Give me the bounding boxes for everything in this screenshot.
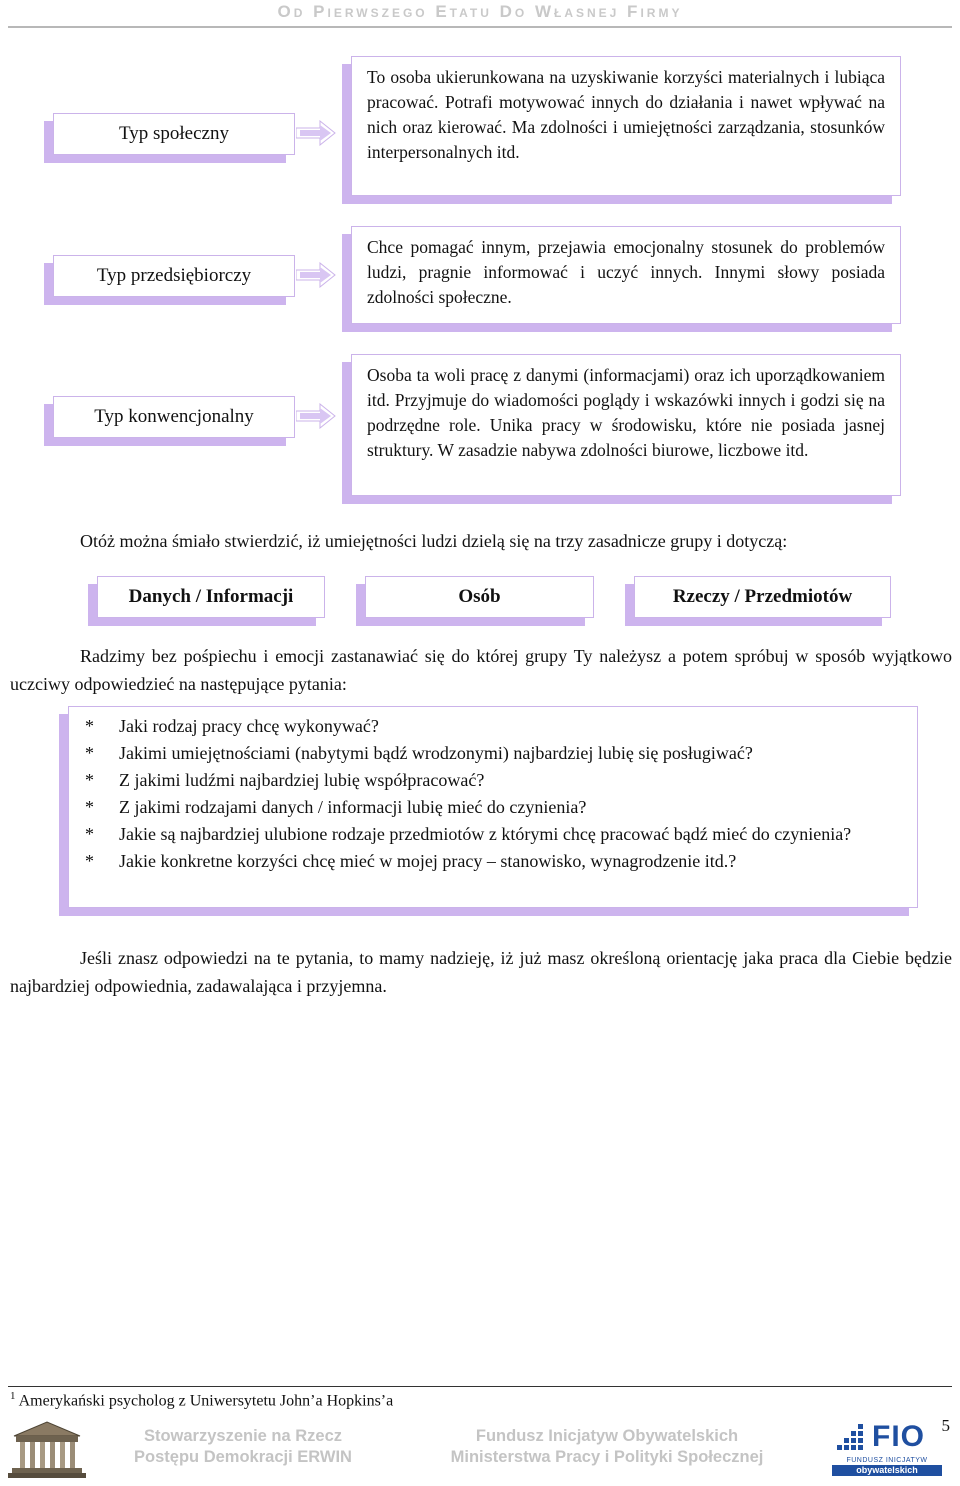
type-description-text: Osoba ta woli pracę z danymi (informacjami) oraz ich uporządkowaniem itd. Przyjmuje do wiadomości poglądy i wskazówki innych i godzi się na podrzędne role. Unika pracy w środowisku, które nie posiada jasnej struktury. W zasadzie nabywa zdolności biurowe, liczbowe itd.	[367, 365, 885, 460]
bullet-asterisk: *	[85, 770, 94, 790]
type-label-conventional: Typ konwencjonalny	[53, 396, 295, 438]
question-item	[85, 713, 905, 740]
question-text: Jakimi umiejętnościami (nabytymi bądź wrodzonymi) najbardziej lubię się posługiwać?	[119, 743, 753, 763]
group-box-people: Osób	[365, 576, 594, 618]
type-description-text: Chce pomagać innym, przejawia emocjonalny stosunek do problemów ludzi, pragnie informować i uczyć innych. Innymi słowy posiada zdolności społeczne.	[367, 237, 885, 307]
bullet-asterisk: *	[85, 743, 94, 763]
type-description-social	[351, 56, 901, 196]
question-item	[85, 848, 905, 875]
intro-paragraph: Otóż można śmiało stwierdzić, iż umiejętności ludzi dzielą się na trzy zasadnicze grupy i dotyczą:	[80, 531, 788, 551]
footer-org-right	[432, 1426, 782, 1468]
question-item	[85, 767, 905, 794]
advice-paragraph: Radzimy bez pośpiechu i emocji zastanawiać się do której grupy Ty należysz a potem spróbuj w sposób wyjątkowo uczciwy odpowiedzieć na następujące pytania:	[10, 646, 952, 694]
questions-box	[68, 706, 918, 908]
question-item	[85, 740, 905, 767]
arrow-right-icon	[296, 403, 336, 429]
footer-org-left	[112, 1426, 374, 1468]
footnote-text: Amerykański psycholog z Uniwersytetu John’a Hopkins’a	[18, 1392, 394, 1410]
footer-org-left-line2: Postępu Demokracji ERWIN	[134, 1448, 352, 1466]
bullet-asterisk: *	[85, 716, 94, 736]
question-text: Jakie konkretne korzyści chcę mieć w mojej pracy – stanowisko, wynagrodzenie itd.?	[119, 851, 737, 871]
fio-dots-icon	[832, 1422, 868, 1458]
type-description-text: To osoba ukierunkowana na uzyskiwanie korzyści materialnych i lubiąca pracować. Potrafi motywować innych do działania i nawet wpływać na nich oraz kierować. Ma zdolności i umiejętności zarządzania, stosunków interpersonalnych itd.	[367, 67, 885, 162]
question-text: Jaki rodzaj pracy chcę wykonywać?	[119, 716, 379, 736]
bullet-asterisk: *	[85, 797, 94, 817]
type-label-social: Typ społeczny	[53, 113, 295, 155]
fio-logo-text: FIO	[872, 1420, 925, 1453]
fio-logo-subtitle-1: FUNDUSZ INICJATYW	[846, 1457, 928, 1464]
question-item	[85, 821, 905, 848]
question-text: Jakie są najbardziej ulubione rodzaje przedmiotów z którymi chcę pracować bądź mieć do czynienia?	[119, 824, 852, 844]
type-description-entrepreneurial	[351, 226, 901, 324]
type-description-conventional	[351, 354, 901, 496]
arrow-right-icon	[296, 262, 336, 288]
footer-org-left-line1: Stowarzyszenie na Rzecz	[143, 1427, 343, 1445]
type-label-entrepreneurial: Typ przedsiębiorczy	[53, 255, 295, 297]
running-header: Od Pierwszego Etatu Do Własnej Firmy	[277, 2, 683, 21]
conclusion-paragraph: Jeśli znasz odpowiedzi na te pytania, to mamy nadzieję, iż już masz określoną orientację jaka praca dla Ciebie będzie najbardziej odpowiednia, zadawalająca i przyjemna.	[10, 948, 952, 996]
group-box-data: Danych / Informacji	[97, 576, 325, 618]
bullet-asterisk: *	[85, 851, 94, 871]
bullet-asterisk: *	[85, 824, 94, 844]
group-box-things: Rzeczy / Przedmiotów	[634, 576, 891, 618]
footnote-divider	[8, 1386, 952, 1387]
footer-org-right-line1: Fundusz Inicjatyw Obywatelskich	[475, 1427, 739, 1445]
fio-logo	[832, 1420, 942, 1478]
header-divider	[8, 26, 952, 28]
arrow-right-icon	[296, 120, 336, 146]
page-number: 5	[941, 1416, 950, 1435]
footer-org-right-line2: Ministerstwa Pracy i Polityki Społecznej	[450, 1448, 764, 1466]
fio-logo-subtitle-2: obywatelskich	[832, 1465, 942, 1476]
question-text: Z jakimi ludźmi najbardziej lubię współpracować?	[119, 770, 485, 790]
question-text: Z jakimi rodzajami danych / informacji lubię mieć do czynienia?	[119, 797, 587, 817]
question-item	[85, 794, 905, 821]
footnote	[10, 1390, 393, 1410]
temple-logo-icon	[8, 1420, 86, 1478]
footnote-number: 1	[10, 1390, 16, 1402]
